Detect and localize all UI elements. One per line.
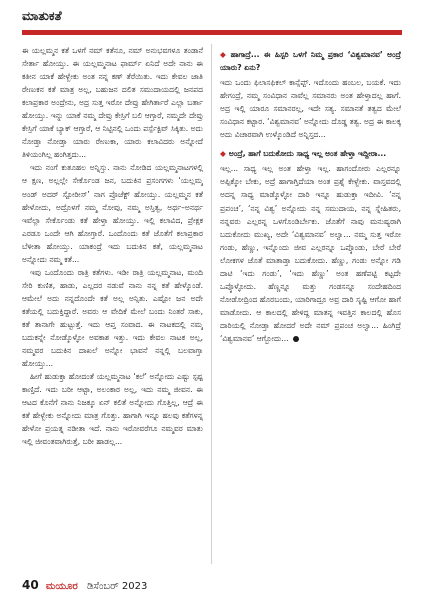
diamond-bullet-icon: ◆ [220, 50, 228, 59]
answer-text: ಇಲ್ಲ... ಸಾಧ್ಯ ಇಲ್ಲ ಅಂತ ಹೇಳ್ತಾ ಇಲ್ಲ. ಹಾಗಂದೋರು ಎಲ್ಲರನ್ನೂ ಅಪ್ಪಿಕ್ಕೋ ಬೇಕು, ಅದ್ರೆ ಹಾಗಾಗ್ತಿದೆಯಾ ಅಂತ ಪ್ರಶ್ನೆ ಕೇಳ್ಬೇಕು. ವಾಸ್ತವದಲ್ಲಿ ಅದನ್ನ ಸಾಧ್ಯ ಮಾಡ್ಕೊಳ್ಳೋ ದಾರಿ ಇನ್ನೂ ಹುಡುಕ್ತಾ ಇದೀವಿ. ‘ನನ್ನ ಪ್ರಪಂಚ’, ‘ನನ್ನ ವಿಶ್ವ’ ಅನ್ನೋದು ನನ್ನ ಸಮುದಾಯ, ನನ್ನ ಸ್ನೇಹಿತರು, ನನ್ನವರು ಎಲ್ಲರನ್ನ ಒಳಗೊಂಡಿರ್ಬೇಕು. ಜೊತೆಗೆ ನಾವು ಮನುಷ್ಯರಾಗಿ ಬದುಕೋದು ಮುಖ್ಯ, ಅದೇ ‘ವಿಶ್ವಮಾನವ’ ಅಲ್ವಾ... ನಮ್ಮ ಸುತ್ತ ಇರೋ ಗಂಡು, ಹೆಣ್ಣು, ಇನ್ನೊಂದು ಜೀವ ಎಲ್ಲರನ್ನೂ ಒಪ್ಕೊಂಡು, ಬೇರೆ ಬೇರೆ ಲೋಕಗಳ ಜೊತೆ ಮಾತಾಡ್ತಾ ಬದುಕೋದು. ಹೆಣ್ಣು, ಗಂಡು ಅನ್ನೋ ಗಡಿ ದಾಟಿ ‘ಇದು ಗಂಡು’, ‘ಇದು ಹೆಣ್ಣು’ ಅಂತ ಹಣೆಪಟ್ಟಿ ಕಟ್ಟದೇ ಒಪ್ಕೊಳ್ಳೋದು. ಹೆಣ್ಣನ್ನೂ ಮತ್ತು ಗಂಡಸನ್ನೂ ಸಂದೇಹದಿಂದ ನೋಡೋದ್ರಿಂದ ಹೊರಬಂದು, ಯಾರಿಗಾದ್ರೂ ಅವ್ರ ದಾರಿ ಸೃಷ್ಟಿ ಆಗೋ ಹಾಗೆ ಮಾಡೋದು. ಆ ಕಾಲದಲ್ಲಿ ಹೇಳಿದ್ದ ಮಾತನ್ನ ಇವತ್ತಿನ ಕಾಲದಲ್ಲಿ ಹೊಸ ದಾರಿಯಲ್ಲಿ ನೋಡ್ತಾ ಹೋದರೆ ಅದೇ ನಮ್ ಪ್ರಪಂಚ ಅಲ್ವಾ... ಹಿಂಗಿದ್ರೆ ‘ವಿಶ್ವಮಾನವ’ ಆಗ್ಬೋದು... [220, 164, 401, 343]
page-number: 40 [22, 578, 39, 592]
interview-question [220, 48, 401, 74]
issue-date: ಡಿಸೆಂಬರ್ 2023 [86, 581, 148, 592]
section-title: ಮಾತುಕತೆ [22, 8, 62, 23]
diamond-bullet-icon: ◆ [220, 149, 226, 159]
interview-answer: ಇದು ಒಂದು ಫಿಲಾಸಫಿಕಲ್ ಕಾನ್ಸೆಪ್ಟ್. ಇದೊಂದು ಹಂಬಲ, ಬಯಕೆ. ಇದು ಹೇಗಂದ್ರೆ, ನಮ್ಮ ಸಂವಿಧಾನ ನಾವೆಲ್ಲ ಸಮಾನರು ಅಂತ ಹೇಳ್ತಾದಲ್ಲ ಹಾಗೆ. ಅದ್ರ ಇಲ್ಲಿ ಯಾರೂ ಸಮಾನರಲ್ಲ, ಇದೇ ಸತ್ಯ. ಸಮಾನತೆ ತತ್ವದ ಮೇಲೆ ಸಂವಿಧಾನ ಕಟ್ಟಾರ. ‘ವಿಶ್ವಮಾನವ’ ಅನ್ನೋದು ದೊಡ್ಡ ತತ್ವ. ಅದ್ರ ಈ ಕಾಲಕ್ಕ ಅದು ವಿಚಾರವಾಗಿ ಉಳ್ಕೊಂಡಿದೆ ಅನ್ನಿಸ್ತದ... [220, 78, 401, 140]
interview-answer [220, 162, 401, 345]
question-text: ಹಾಗಾದ್ರೆ... ಈ ಹಿಸ್ಟರಿ ಒಳಗೆ ನಿಮ್ಮ ಪ್ರಕಾರ ‘ವಿಶ್ವಮಾನವ’ ಅಂದ್ರೆ ಯಾರು? ಏನು? [220, 50, 401, 73]
article-paragraph: ಇವು ಒಂದೊಂದು ರಾತ್ರಿ ಕತೆಗಳು. ಇಡೀ ರಾತ್ರಿ ಯಲ್ಲಮ್ಮನಾಟ, ಮಂದಿ ಸೇರಿ ಕುಣಿತ, ಹಾಡು, ಎಲ್ಲದರ ನಡುವೆ ನಾನು ನನ್ನ ಕತೆ ಹೇಳ್ಕೊಂಡೆ. ಆಮೇಲೆ ಅದು ನನ್ನದೊಂದೇ ಕತೆ ಅಲ್ಲ ಅನ್ಸಿತು. ಎಷ್ಟೋ ಜನ ಅದೇ ಕತೆಯಲ್ಲಿ ಬದುಕ್ತಿದ್ದಾರೆ. ಅವರು ಆ ವೇದಿಕೆ ಮೇಲೆ ಬಂದು ನಿಂತರೆ ಸಾಕು, ಕತೆ ತಾನಾಗೇ ಹುಟ್ಟುತ್ತೆ. ಇದು ಆಪ್ತ ಸಂವಾದ. ಈ ನಾಟಕದಲ್ಲಿ ನಮ್ಮ ಬದುಕನ್ನೇ ನೋಡ್ಕೊಳ್ಳೋ ಅವಕಾಶ ಇತ್ತು. ಇದು ಕೇವಲ ನಾಟಕ ಅಲ್ಲ, ನಮ್ಮವರ ಬದುಕಿನ ದಾಖಲೆ ಅನ್ನೋ ಭಾವನೆ ನನ್ನಲ್ಲಿ ಬಲವಾಗ್ತಾ ಹೋಯ್ತು... [22, 267, 203, 369]
column-divider [211, 44, 212, 564]
magazine-name: ಮಯೂರ [45, 581, 78, 592]
article-paragraph: ಈ ಯಲ್ಲಮ್ಮನ ಕತೆ ಒಳಗೆ ನಮ್ ಕತೆನೂ, ನಮ್ ಅನುಭವಗಳೂ ತಂಡಾನೆ ಸೇರ್ತಾ ಹೋಯ್ತು. ಈ ಯಲ್ಲಮ್ಮನಾಟ ಫಾರ್ಮ್ ಏನಿದೆ ಅದೇ ನಾನು ಈ ಕತೀನ ಯಾಕೆ ಹೇಳ್ಬೇಕು ಅಂತ ನನ್ನ ಕಣ್ ತೆರೆಯಿತು. ಇದು ಕೇವಲ ಜಾತಿ ರೇಣುಕನ ಕತೆ ಮಾತ್ರ ಅಲ್ಲ, ಬಹುಜನ ದಲಿತ ಸಮುದಾಯದಲ್ಲಿ ಜನಪದ ಕಲಾಪ್ರಕಾರ ಅಂದ್ರೇನು, ಅದ್ರ ಸುತ್ತ ಇರೋ ದೇವ್ರು ಹೇಗಿರ್ತಾರೆ ಎಲ್ಲಾ ಬರ್ತಾ ಹೋಯ್ತು. ಇನ್ನು ಯಾಕೆ ನಮ್ಮ ದೇವ್ರು ಕೇಸ್ರಿಗೆ ಬಲಿ ಆಗ್ತಾರೆ, ನಮ್ಮದೇ ದೇವ್ರು ಕೇಸ್ರಿಗೆ ಯಾಕೆ ಬ್ಯಾಕ್ ಆಗ್ತಾರೆ, ಆ ನಿಟ್ಟಿನಲ್ಲಿ ಒಂದು ಪರ್ಸ್ಪೆಕ್ಟಿವ್ ಸಿಕ್ಕಿತು. ಅದು ನೋಡ್ತಾ ನೋಡ್ತಾ ಯಾರು ರೇಣುಕಾ, ಯಾರು ಕಲಾವಿದರು ಅನ್ನೋದೆ ತಿಳಿಯಂಗಿಲ್ಲ ಹಂಗಿತ್ತದು... [22, 46, 203, 160]
section-rule [22, 30, 402, 35]
right-column [220, 44, 401, 574]
question-text: ಅಂದ್ರೆ, ಹಾಗೆ ಬದುಕೋದು ಸಾಧ್ಯ ಇಲ್ಲ ಅಂತ ಹೇಳ್ತಾ ಇದ್ದೀರಾ... [228, 149, 387, 159]
interview-question [220, 147, 401, 160]
article-paragraph: ಹೀಗೆ ಹುಡುಕ್ತಾ ಹೋದಂತೆ ಯಲ್ಲಮ್ಮನಾಟ ‘ಕಲೆ’ ಅನ್ನೋದು ಎಷ್ಟು ಸ್ಪಷ್ಟ ಕಾಣ್ತಿದೆ. ಇದು ಬರೀ ಆಟ್ಟಾ, ಅಲಂಕಾರ ಅಲ್ಲ, ಇದು ನಮ್ಮ ಜೀವನ. ಈ ಆಟದ ಕೊನೆಗೆ ನಾನು ನಿಜಕ್ಕೂ ಏನ್ ಕಲಿತೆ ಅನ್ನೋದು ಗೊತ್ತಿಲ್ಲ, ಆದ್ರೆ ಈ ಕತೆ ಹೇಳ್ಬೇಕು ಅನ್ನೋದು ಮಾತ್ರ ಗೊತ್ತು. ಹಾಗಾಗಿ ಇನ್ನೂ ಹಲವು ಕತೆಗಳನ್ನ ಹೇಳೋ ಪ್ರಯತ್ನ ನಡೀತಾ ಇದೆ. ನಾನು ಇರೋವರೆಗೂ ನಮ್ಮವರ ಮಾತು ಇಲ್ಲಿ ಜೀವಂತವಾಗಿರುತ್ತೆ, ಬರೀ ಹಾಡಲ್ಲ... [22, 372, 203, 447]
left-column [22, 44, 203, 574]
article-paragraph: ಇದು ನಂಗೆ ಕುತೂಹಲ ಅನ್ನಿಸ್ತು. ನಾನು ನೋಡಿದ ಯಲ್ಲಮ್ಮನಾಟಗಳಲ್ಲಿ ಆ ಕ್ಷಣ, ಅಲ್ಲಲ್ಲೇ ಸೇರ್ಕೊಂಡ ಜನ, ಬದುಕಿನ ಪ್ರಸಂಗಗಳು ‘ಯಲ್ಲಮ್ಮ ಅಂಡ್ ಅದರ್ ಸ್ಟೋರೀಸ್’ ನಾಗ ಪ್ರೊಜೆಕ್ಟ್ ಹೋಯ್ತು. ಯಲ್ಲಮ್ಮನ ಕತೆ ಹೇಳೋದು, ಅದ್ರೊಳಗೆ ನಮ್ಮ ನೋವು, ನಮ್ಮ ಅಸ್ತಿತ್ವ, ಅರ್ಥ–ಅನರ್ಥ ಇವೆಲ್ಲಾ ಸೇರ್ಕೊಂಡು ಕತೆ ಹೇಳ್ತಾ ಹೋಯ್ತು. ಇಲ್ಲಿ ಕಲಾವಿದ, ಪ್ರೇಕ್ಷಕ ಎರಡೂ ಒಂದೇ ಆಗಿ ಹೋಗ್ತಾರೆ. ಒಂದೊಂದು ಕತೆ ಜೊತೆಗೆ ಕಲಾಪ್ರಕಾರ ಬೆಳೀತಾ ಹೋಯ್ತು. ಯಾಕಂದ್ರೆ ಇದು ಬದುಕಿನ ಕತೆ, ಯಲ್ಲಮ್ಮನಾಟ ಅನ್ನೋದು ನಮ್ಮ ಕತೆ... [22, 163, 203, 264]
page-footer [22, 575, 402, 595]
page-header [22, 8, 402, 28]
end-of-article-icon [293, 336, 299, 342]
